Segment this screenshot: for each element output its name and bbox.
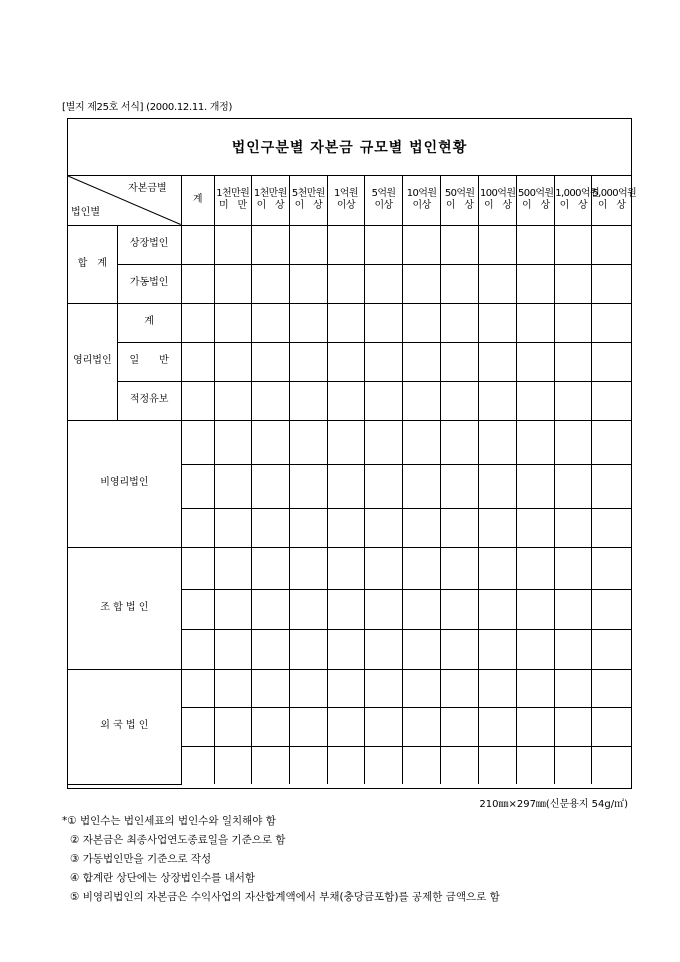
data-cell xyxy=(181,707,214,746)
data-cell xyxy=(364,629,402,669)
data-cell xyxy=(214,629,251,669)
data-cell xyxy=(441,464,479,508)
data-cell xyxy=(289,303,327,342)
data-cell xyxy=(403,589,441,629)
data-cell xyxy=(479,589,517,629)
data-cell xyxy=(181,629,214,669)
data-cell xyxy=(517,707,555,746)
data-cell xyxy=(214,420,251,464)
data-cell xyxy=(214,589,251,629)
data-cell xyxy=(441,420,479,464)
data-cell xyxy=(479,381,517,420)
footnote-5: ⑤ 비영리법인의 자본금은 수익사업의 자산합계액에서 부채(충당금포함)를 공제한 금액으로 함 xyxy=(70,891,500,903)
data-cell xyxy=(479,342,517,381)
data-cell xyxy=(214,669,251,707)
data-cell xyxy=(479,508,517,547)
data-cell xyxy=(441,264,479,303)
table-row xyxy=(68,264,631,303)
row-sublabel-listed: 상장법인 xyxy=(117,225,181,264)
data-cell xyxy=(251,746,289,784)
data-cell xyxy=(289,589,327,629)
data-cell xyxy=(441,707,479,746)
data-cell xyxy=(592,225,631,264)
data-cell xyxy=(403,420,441,464)
data-cell xyxy=(517,746,555,784)
data-cell xyxy=(441,508,479,547)
data-cell xyxy=(592,508,631,547)
data-cell xyxy=(214,547,251,589)
data-cell xyxy=(181,669,214,707)
data-cell xyxy=(289,420,327,464)
col-header-6: 10억원 이상 xyxy=(403,176,441,225)
data-cell xyxy=(364,342,402,381)
footnote-4: ④ 합계란 상단에는 상장법인수를 내서함 xyxy=(70,872,256,884)
data-cell xyxy=(214,381,251,420)
row-sublabel-operating: 가동법인 xyxy=(117,264,181,303)
data-cell xyxy=(327,547,364,589)
data-cell xyxy=(289,342,327,381)
data-cell xyxy=(289,464,327,508)
data-cell xyxy=(181,547,214,589)
row-label-total: 합 계 xyxy=(68,225,117,303)
footnotes xyxy=(62,812,500,907)
data-cell xyxy=(289,381,327,420)
col-header-7: 50억원 이 상 xyxy=(441,176,479,225)
data-cell xyxy=(364,547,402,589)
table-row xyxy=(68,420,631,464)
data-cell xyxy=(327,707,364,746)
data-cell xyxy=(364,669,402,707)
data-cell xyxy=(403,225,441,264)
data-cell xyxy=(181,303,214,342)
data-cell xyxy=(555,508,592,547)
row-sublabel-subtotal: 계 xyxy=(117,303,181,342)
data-cell xyxy=(327,669,364,707)
data-cell xyxy=(517,547,555,589)
form-title: 법인구분별 자본금 규모별 법인현황 xyxy=(68,119,631,176)
data-cell xyxy=(517,420,555,464)
col-header-2: 1천만원 이 상 xyxy=(251,176,289,225)
table-row xyxy=(68,303,631,342)
data-cell xyxy=(289,629,327,669)
data-cell xyxy=(517,225,555,264)
data-cell xyxy=(592,381,631,420)
data-cell xyxy=(289,547,327,589)
data-cell xyxy=(592,746,631,784)
data-cell xyxy=(251,508,289,547)
data-cell xyxy=(441,381,479,420)
footnote-1: *① 법인수는 법인세표의 법인수와 일치해야 함 xyxy=(62,815,276,827)
data-cell xyxy=(517,669,555,707)
diagonal-header-cell xyxy=(68,176,181,225)
data-cell xyxy=(327,420,364,464)
data-cell xyxy=(251,264,289,303)
data-cell xyxy=(517,264,555,303)
data-cell xyxy=(364,464,402,508)
data-cell xyxy=(214,464,251,508)
data-cell xyxy=(289,264,327,303)
data-cell xyxy=(214,508,251,547)
data-cell xyxy=(555,547,592,589)
data-cell xyxy=(181,589,214,629)
data-cell xyxy=(592,589,631,629)
data-cell xyxy=(555,669,592,707)
data-cell xyxy=(403,303,441,342)
data-cell xyxy=(555,420,592,464)
col-header-3: 5천만원 이 상 xyxy=(289,176,327,225)
data-cell xyxy=(555,629,592,669)
data-cell xyxy=(327,746,364,784)
data-cell xyxy=(327,508,364,547)
data-cell xyxy=(251,420,289,464)
data-cell xyxy=(441,629,479,669)
data-cell xyxy=(555,225,592,264)
data-cell xyxy=(592,629,631,669)
data-cell xyxy=(403,342,441,381)
table-row xyxy=(68,381,631,420)
col-header-1: 1천만원 미 만 xyxy=(214,176,251,225)
data-cell xyxy=(592,342,631,381)
data-cell xyxy=(403,746,441,784)
data-cell xyxy=(251,629,289,669)
data-cell xyxy=(592,264,631,303)
data-cell xyxy=(441,746,479,784)
data-cell xyxy=(181,381,214,420)
data-cell xyxy=(214,746,251,784)
data-cell xyxy=(181,464,214,508)
data-cell xyxy=(214,342,251,381)
data-cell xyxy=(327,629,364,669)
data-cell xyxy=(364,707,402,746)
data-cell xyxy=(327,342,364,381)
data-cell xyxy=(364,225,402,264)
row-label-foreign: 외 국 법 인 xyxy=(68,669,181,784)
data-cell xyxy=(289,669,327,707)
capital-category-label: 자본금별 xyxy=(128,183,167,194)
form-frame xyxy=(67,118,637,789)
data-cell xyxy=(251,303,289,342)
paper-size-note: 210㎜×297㎜(신문용지 54g/㎡) xyxy=(479,799,628,810)
data-cell xyxy=(364,303,402,342)
corporation-category-label: 법인별 xyxy=(71,207,100,218)
data-cell xyxy=(289,746,327,784)
data-cell xyxy=(517,508,555,547)
data-cell xyxy=(479,464,517,508)
row-label-cooperative: 조 합 법 인 xyxy=(68,547,181,669)
row-label-for-profit: 영리법인 xyxy=(68,303,117,420)
data-cell xyxy=(403,464,441,508)
col-header-5: 5억원 이상 xyxy=(364,176,402,225)
row-label-non-profit: 비영리법인 xyxy=(68,420,181,547)
data-cell xyxy=(251,381,289,420)
data-cell xyxy=(555,707,592,746)
data-cell xyxy=(479,707,517,746)
data-cell xyxy=(364,746,402,784)
data-cell xyxy=(181,420,214,464)
data-cell xyxy=(555,264,592,303)
data-cell xyxy=(327,381,364,420)
table-row xyxy=(68,669,631,707)
header-row xyxy=(68,176,631,225)
data-cell xyxy=(403,707,441,746)
data-cell xyxy=(364,508,402,547)
data-cell xyxy=(364,264,402,303)
footnote-3: ③ 가동법인만을 기준으로 작성 xyxy=(70,853,212,865)
data-cell xyxy=(251,342,289,381)
data-cell xyxy=(403,547,441,589)
data-cell xyxy=(517,464,555,508)
data-cell xyxy=(479,746,517,784)
data-cell xyxy=(479,303,517,342)
data-cell xyxy=(517,342,555,381)
data-cell xyxy=(441,669,479,707)
data-cell xyxy=(479,629,517,669)
data-cell xyxy=(479,669,517,707)
col-header-9: 500억원 이 상 xyxy=(517,176,555,225)
data-cell xyxy=(517,589,555,629)
data-cell xyxy=(181,746,214,784)
data-cell xyxy=(364,420,402,464)
data-cell xyxy=(251,589,289,629)
statistics-table xyxy=(68,176,637,785)
data-cell xyxy=(327,225,364,264)
data-cell xyxy=(289,707,327,746)
data-cell xyxy=(479,264,517,303)
data-cell xyxy=(555,342,592,381)
data-cell xyxy=(403,264,441,303)
data-cell xyxy=(181,264,214,303)
table-row xyxy=(68,225,631,264)
data-cell xyxy=(403,629,441,669)
data-cell xyxy=(441,303,479,342)
footnote-2: ② 자본금은 최종사업연도종료일을 기준으로 함 xyxy=(70,834,286,846)
data-cell xyxy=(555,464,592,508)
data-cell xyxy=(479,420,517,464)
total-column-header: 계 xyxy=(181,176,214,225)
table-row xyxy=(68,342,631,381)
data-cell xyxy=(555,589,592,629)
data-cell xyxy=(327,464,364,508)
data-cell xyxy=(592,669,631,707)
data-cell xyxy=(479,225,517,264)
data-cell xyxy=(592,303,631,342)
data-cell xyxy=(181,508,214,547)
data-cell xyxy=(441,589,479,629)
data-cell xyxy=(403,381,441,420)
data-cell xyxy=(517,303,555,342)
data-cell xyxy=(441,547,479,589)
data-cell xyxy=(479,547,517,589)
table-row xyxy=(68,547,631,589)
data-cell xyxy=(555,303,592,342)
form-number-note: [별지 제25호 서식] (2000.12.11. 개정) xyxy=(62,102,233,113)
data-cell xyxy=(441,342,479,381)
data-cell xyxy=(251,547,289,589)
data-cell xyxy=(403,669,441,707)
data-cell xyxy=(214,225,251,264)
data-cell xyxy=(555,746,592,784)
data-cell xyxy=(214,707,251,746)
data-cell xyxy=(214,303,251,342)
data-cell xyxy=(251,707,289,746)
data-cell xyxy=(181,225,214,264)
data-cell xyxy=(327,303,364,342)
data-cell xyxy=(441,225,479,264)
data-cell xyxy=(251,225,289,264)
data-cell xyxy=(327,264,364,303)
data-cell xyxy=(555,381,592,420)
data-cell xyxy=(181,342,214,381)
row-sublabel-general: 일 반 xyxy=(117,342,181,381)
col-header-10: 1,000억원 이 상 xyxy=(555,176,592,225)
data-cell xyxy=(251,464,289,508)
col-header-8: 100억원 이 상 xyxy=(479,176,517,225)
data-cell xyxy=(251,669,289,707)
col-header-11: 5,000억원 이 상 xyxy=(592,176,631,225)
data-cell xyxy=(289,508,327,547)
data-cell xyxy=(327,589,364,629)
data-cell xyxy=(403,508,441,547)
data-cell xyxy=(289,225,327,264)
data-cell xyxy=(364,381,402,420)
data-cell xyxy=(592,420,631,464)
data-cell xyxy=(592,707,631,746)
data-cell xyxy=(364,589,402,629)
col-header-4: 1억원 이상 xyxy=(327,176,364,225)
row-sublabel-retained: 적정유보 xyxy=(117,381,181,420)
data-cell xyxy=(592,547,631,589)
data-cell xyxy=(592,464,631,508)
data-cell xyxy=(214,264,251,303)
data-cell xyxy=(517,629,555,669)
data-cell xyxy=(517,381,555,420)
